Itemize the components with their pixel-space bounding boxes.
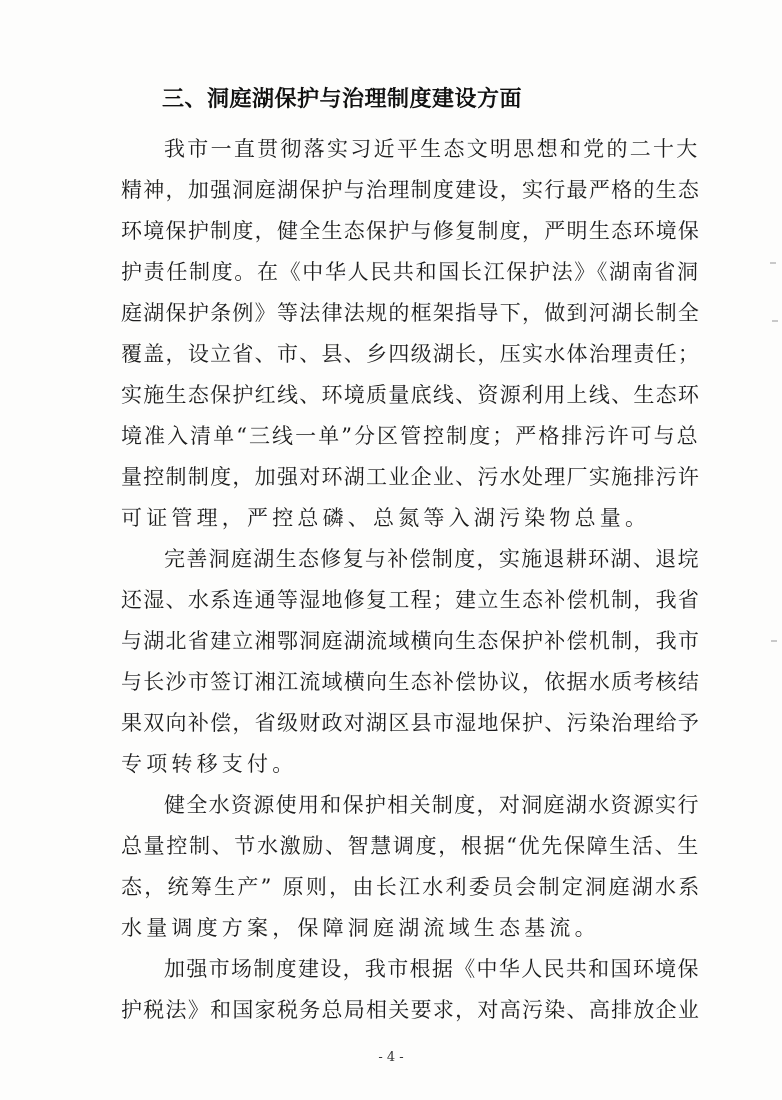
paragraph-line: 总量控制、节水激励、智慧调度，根据“优先保障生活、生 bbox=[121, 834, 700, 858]
scan-mark bbox=[771, 640, 777, 642]
paragraph-line: 实施生态保护红线、环境质量底线、资源利用上线、生态环 bbox=[121, 383, 701, 407]
paragraph-line: 可证管理，严控总磷、总氮等入湖污染物总量。 bbox=[121, 506, 651, 530]
paragraph-line: 我市一直贯彻落实习近平生态文明思想和党的二十大 bbox=[164, 137, 700, 161]
paragraph-line: 还湿、水系连通等湿地修复工程；建立生态补偿机制，我省 bbox=[121, 588, 701, 612]
paragraph-line: 庭湖保护条例》等法律法规的框架指导下，做到河湖长制全 bbox=[121, 301, 701, 325]
paragraph-line: 专项转移支付。 bbox=[121, 752, 298, 776]
paragraph-line: 完善洞庭湖生态修复与补偿制度，实施退耕环湖、退垸 bbox=[164, 547, 700, 571]
paragraph-line: 精神，加强洞庭湖保护与治理制度建设，实行最严格的生态 bbox=[121, 178, 701, 202]
paragraph-line: 与长沙市签订湘江流域横向生态补偿协议，依据水质考核结 bbox=[121, 670, 701, 694]
paragraph-line: 果双向补偿，省级财政对湖区县市湿地保护、污染治理给予 bbox=[121, 711, 701, 735]
paragraph-line: 境准入清单“三线一单”分区管控制度；严格排污许可与总 bbox=[121, 424, 700, 448]
paragraph-line: 覆盖，设立省、市、县、乡四级湖长，压实水体治理责任； bbox=[121, 342, 701, 366]
scan-mark bbox=[770, 262, 776, 264]
paragraph-line: 护税法》和国家税务总局相关要求，对高污染、高排放企业 bbox=[121, 998, 701, 1022]
paragraph-line: 量控制制度，加强对环湖工业企业、污水处理厂实施排污许 bbox=[121, 465, 701, 489]
paragraph-line: 态，统筹生产” 原则，由长江水利委员会制定洞庭湖水系 bbox=[121, 875, 702, 899]
page-number: - 4 - bbox=[378, 1050, 404, 1065]
section-heading: 三、洞庭湖保护与治理制度建设方面 bbox=[162, 87, 523, 112]
paragraph-line: 环境保护制度，健全生态保护与修复制度，严明生态环境保 bbox=[121, 219, 701, 243]
paragraph-line: 加强市场制度建设，我市根据《中华人民共和国环境保 bbox=[164, 957, 700, 981]
paragraph-line: 健全水资源使用和保护相关制度，对洞庭湖水资源实行 bbox=[164, 793, 700, 817]
paragraph-line: 护责任制度。在《中华人民共和国长江保护法》《湖南省洞 bbox=[121, 260, 700, 284]
paragraph-line: 与湖北省建立湘鄂洞庭湖流域横向生态保护补偿机制，我市 bbox=[121, 629, 701, 653]
paragraph-line: 水量调度方案，保障洞庭湖流域生态基流。 bbox=[121, 916, 600, 940]
scan-mark bbox=[772, 320, 778, 322]
